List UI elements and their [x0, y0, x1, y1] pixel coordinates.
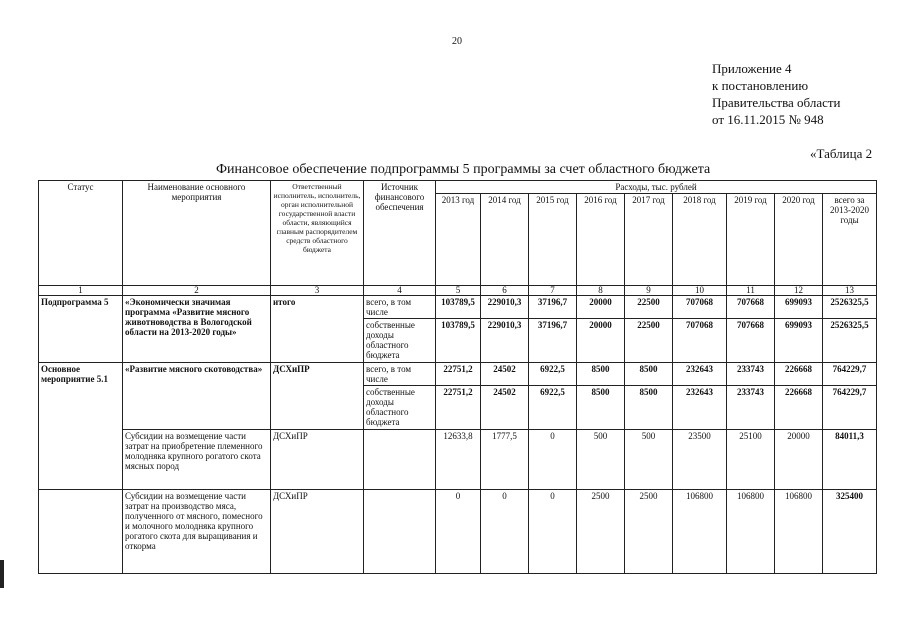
appendix-line: Правительства области: [712, 95, 841, 110]
value-cell: 699093: [775, 296, 823, 319]
value-cell: 103789,5: [436, 296, 481, 319]
value-cell: 232643: [673, 386, 727, 430]
value-cell: 106800: [727, 490, 775, 574]
col-number: 8: [577, 286, 625, 296]
row-source: всего, в том числе: [364, 296, 436, 319]
value-cell: 1777,5: [481, 430, 529, 490]
column-number-row: [39, 286, 877, 296]
col-number: 6: [481, 286, 529, 296]
header-source: Источник финансового обеспечения: [364, 181, 436, 286]
row-name: Субсидии на возмещение части затрат на приобретение племенного молодняка крупного рогатого скота мясных пород: [123, 430, 271, 490]
document-title: Финансовое обеспечение подпрограммы 5 программы за счет областного бюджета: [216, 162, 711, 177]
value-cell: 20000: [577, 319, 625, 363]
value-cell: 232643: [673, 363, 727, 386]
value-cell: 226668: [775, 363, 823, 386]
header-year: 2018 год: [673, 194, 727, 286]
row-source: [364, 430, 436, 490]
row-source: собственные доходы областного бюджета: [364, 386, 436, 430]
header-expenses: Расходы, тыс. рублей: [436, 181, 877, 194]
value-cell: 106800: [673, 490, 727, 574]
row-source: собственные доходы областного бюджета: [364, 319, 436, 363]
value-cell: 20000: [775, 430, 823, 490]
header-status: Статус: [39, 181, 123, 286]
appendix-block: [712, 60, 841, 128]
value-cell: 2526325,5: [823, 296, 877, 319]
value-cell: 22751,2: [436, 363, 481, 386]
value-cell: 6922,5: [529, 386, 577, 430]
row-executor: ДСХиПР: [271, 490, 364, 574]
finance-table: [38, 180, 877, 574]
value-cell: 8500: [577, 363, 625, 386]
header-year: 2020 год: [775, 194, 823, 286]
row-name: «Развитие мясного скотоводства»: [123, 363, 271, 430]
col-number: 2: [123, 286, 271, 296]
value-cell: 229010,3: [481, 296, 529, 319]
value-cell: 25100: [727, 430, 775, 490]
value-cell: 2500: [625, 490, 673, 574]
value-cell: 0: [529, 490, 577, 574]
value-cell: 23500: [673, 430, 727, 490]
value-cell: 233743: [727, 363, 775, 386]
header-year: 2016 год: [577, 194, 625, 286]
row-status: Основное мероприятие 5.1: [39, 363, 123, 490]
col-number: 7: [529, 286, 577, 296]
header-name: Наименование основного мероприятия: [123, 181, 271, 286]
value-cell: 2526325,5: [823, 319, 877, 363]
value-cell: 24502: [481, 386, 529, 430]
appendix-line: к постановлению: [712, 78, 809, 93]
value-cell: 707068: [673, 319, 727, 363]
row-executor: ДСХиПР: [271, 363, 364, 430]
row-name: «Экономически значимая программа «Развитие мясного животноводства в Вологодской области на 2013-2020 годы»: [123, 296, 271, 363]
value-cell: 37196,7: [529, 319, 577, 363]
value-cell: 764229,7: [823, 363, 877, 386]
col-number: 11: [727, 286, 775, 296]
page-number: 20: [452, 36, 462, 47]
value-cell: 8500: [625, 363, 673, 386]
appendix-line: Приложение 4: [712, 61, 792, 76]
table-row: [39, 430, 877, 490]
value-cell: 106800: [775, 490, 823, 574]
row-executor: ДСХиПР: [271, 430, 364, 490]
table-reference: «Таблица 2: [810, 146, 873, 161]
value-cell: 8500: [625, 386, 673, 430]
col-number: 12: [775, 286, 823, 296]
header-year: 2017 год: [625, 194, 673, 286]
row-executor: итого: [271, 296, 364, 363]
value-cell: 22500: [625, 319, 673, 363]
value-cell: 707668: [727, 296, 775, 319]
value-cell: 0: [436, 490, 481, 574]
value-cell: 226668: [775, 386, 823, 430]
value-cell: 764229,7: [823, 386, 877, 430]
col-number: 1: [39, 286, 123, 296]
value-cell: 2500: [577, 490, 625, 574]
value-cell: 699093: [775, 319, 823, 363]
header-year: 2013 год: [436, 194, 481, 286]
value-cell: 22500: [625, 296, 673, 319]
header-year: 2019 год: [727, 194, 775, 286]
col-number: 9: [625, 286, 673, 296]
value-cell: 12633,8: [436, 430, 481, 490]
header-year: всего за 2013-2020 годы: [823, 194, 877, 286]
col-number: 10: [673, 286, 727, 296]
row-status: [39, 490, 123, 574]
value-cell: 500: [625, 430, 673, 490]
value-cell: 37196,7: [529, 296, 577, 319]
value-cell: 707068: [673, 296, 727, 319]
header-year: 2015 год: [529, 194, 577, 286]
table-row: [39, 296, 877, 319]
value-cell: 24502: [481, 363, 529, 386]
value-cell: 84011,3: [823, 430, 877, 490]
header-row: [39, 181, 877, 194]
value-cell: 229010,3: [481, 319, 529, 363]
header-year: 2014 год: [481, 194, 529, 286]
row-source: всего, в том числе: [364, 363, 436, 386]
col-number: 3: [271, 286, 364, 296]
value-cell: 20000: [577, 296, 625, 319]
value-cell: 103789,5: [436, 319, 481, 363]
header-executor: Ответственный исполнитель, исполнитель, орган исполнительной государственной власти области, являющийся главным распорядителем средств областного бюджета: [271, 181, 364, 286]
table-row: [39, 490, 877, 574]
appendix-line: от 16.11.2015 № 948: [712, 112, 824, 127]
value-cell: 233743: [727, 386, 775, 430]
row-source: [364, 490, 436, 574]
value-cell: 6922,5: [529, 363, 577, 386]
table-row: [39, 363, 877, 386]
col-number: 5: [436, 286, 481, 296]
value-cell: 325400: [823, 490, 877, 574]
value-cell: 0: [481, 490, 529, 574]
value-cell: 707668: [727, 319, 775, 363]
col-number: 4: [364, 286, 436, 296]
value-cell: 500: [577, 430, 625, 490]
value-cell: 0: [529, 430, 577, 490]
row-name: Субсидии на возмещение части затрат на производство мяса, полученного от мясного, помесного и молочного молодняка крупного рогатого скота для выращивания и откорма: [123, 490, 271, 574]
value-cell: 8500: [577, 386, 625, 430]
value-cell: 22751,2: [436, 386, 481, 430]
scan-artifact: [0, 560, 4, 588]
row-status: Подпрограмма 5: [39, 296, 123, 363]
col-number: 13: [823, 286, 877, 296]
